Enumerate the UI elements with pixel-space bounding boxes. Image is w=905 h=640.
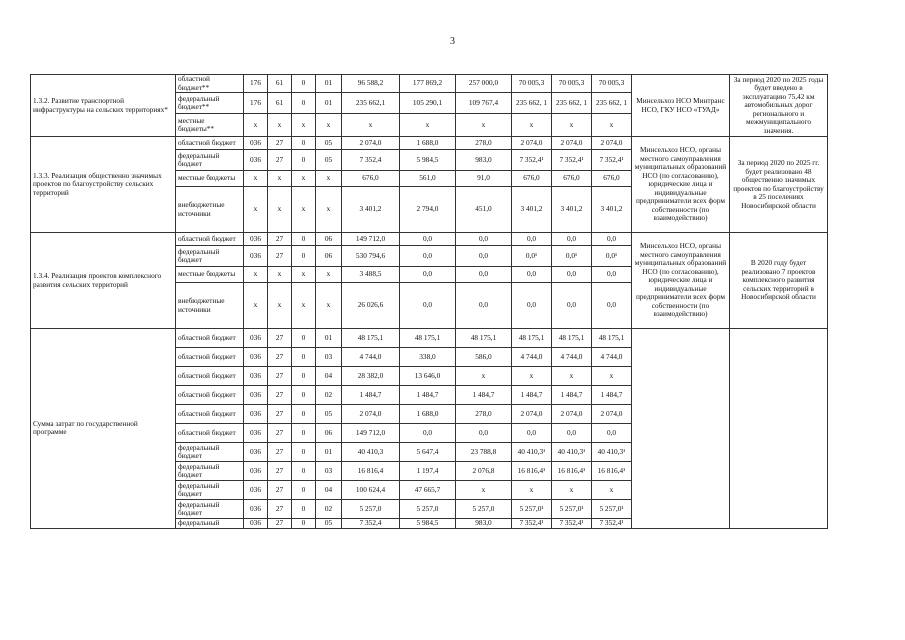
budget-code-cell: 01 <box>316 443 342 462</box>
amount-cell: 16 816,4¹ <box>592 462 632 481</box>
amount-cell: 1 197,4 <box>400 462 456 481</box>
budget-code-cell: x <box>292 283 316 329</box>
amount-cell: 5 257,0¹ <box>592 500 632 519</box>
amount-cell: 0,0 <box>552 267 592 283</box>
amount-cell: 1 484,7 <box>552 386 592 405</box>
budget-code-cell: x <box>292 171 316 187</box>
amount-cell: 40 410,3¹ <box>512 443 552 462</box>
amount-cell: x <box>456 367 512 386</box>
budget-code-cell: 0 <box>292 500 316 519</box>
amount-cell: 0,0 <box>456 283 512 329</box>
budget-code-cell: 0 <box>292 405 316 424</box>
budget-code-cell: 0 <box>292 246 316 267</box>
amount-cell: 0,0 <box>592 267 632 283</box>
amount-cell: 5 984,5 <box>400 519 456 529</box>
amount-cell: 586,0 <box>456 348 512 367</box>
funding-source: федеральный бюджет <box>176 150 244 171</box>
amount-cell: 278,0 <box>456 405 512 424</box>
funding-source: местные бюджеты** <box>176 114 244 137</box>
measure-title: Сумма затрат по государственной программе <box>31 329 176 529</box>
amount-cell: 13 646,0 <box>400 367 456 386</box>
amount-cell: 235 662, 1 <box>512 93 552 114</box>
amount-cell: 0,0 <box>512 424 552 443</box>
amount-cell: 7 352,4 <box>342 150 400 171</box>
amount-cell: 91,0 <box>456 171 512 187</box>
amount-cell: x <box>512 481 552 500</box>
budget-code-cell: 05 <box>316 150 342 171</box>
budget-code-cell: 27 <box>268 481 292 500</box>
amount-cell: 3 401,2 <box>552 187 592 233</box>
page-number: 3 <box>450 36 455 47</box>
amount-cell: 7 352,4¹ <box>512 519 552 529</box>
amount-cell: 47 665,7 <box>400 481 456 500</box>
funding-source: областной бюджет <box>176 329 244 348</box>
amount-cell: 235 662, 1 <box>552 93 592 114</box>
amount-cell: 3 401,2 <box>512 187 552 233</box>
amount-cell: 2 074,0 <box>342 405 400 424</box>
budget-code-cell: x <box>244 171 268 187</box>
amount-cell: 70 005,3 <box>552 75 592 93</box>
measure-title: 1.3.2. Развитие транспортной инфраструктуры на сельских территориях* <box>31 75 176 137</box>
budget-code-cell: 0 <box>292 519 316 529</box>
amount-cell: 16 816,4 <box>342 462 400 481</box>
amount-cell: 16 816,4¹ <box>512 462 552 481</box>
table-row <box>31 75 828 93</box>
amount-cell: 1 484,7 <box>512 386 552 405</box>
budget-code-cell: 036 <box>244 481 268 500</box>
amount-cell: 3 401,2 <box>592 187 632 233</box>
table-row <box>31 233 828 246</box>
amount-cell: 0,0 <box>400 246 456 267</box>
amount-cell: x <box>456 114 512 137</box>
budget-code-cell: 0 <box>292 443 316 462</box>
amount-cell: 149 712,0 <box>342 233 400 246</box>
amount-cell: 2 074,0 <box>552 137 592 150</box>
amount-cell: 235 662,1 <box>342 93 400 114</box>
amount-cell: 0,0 <box>512 267 552 283</box>
budget-code-cell: 04 <box>316 481 342 500</box>
amount-cell: 28 382,0 <box>342 367 400 386</box>
amount-cell: 0,0 <box>552 424 592 443</box>
budget-code-cell: 06 <box>316 424 342 443</box>
amount-cell: 0,0 <box>592 424 632 443</box>
budget-code-cell: 036 <box>244 519 268 529</box>
amount-cell: 5 257,0 <box>342 500 400 519</box>
table-row <box>31 137 828 150</box>
amount-cell: 7 352,4¹ <box>512 150 552 171</box>
expected-result-cell: В 2020 году будет реализовано 7 проектов комплексного развития сельских территорий в Новосибирской области <box>730 233 828 329</box>
amount-cell: 338,0 <box>400 348 456 367</box>
amount-cell: 2 076,8 <box>456 462 512 481</box>
amount-cell: 1 484,7 <box>456 386 512 405</box>
amount-cell: 5 984,5 <box>400 150 456 171</box>
budget-code-cell: x <box>268 114 292 137</box>
amount-cell: 26 026,6 <box>342 283 400 329</box>
amount-cell: 0,0¹ <box>512 246 552 267</box>
budget-code-cell: 27 <box>268 233 292 246</box>
amount-cell: 0,0 <box>592 233 632 246</box>
budget-code-cell: 27 <box>268 519 292 529</box>
amount-cell: 676,0 <box>342 171 400 187</box>
amount-cell: 48 175,1 <box>552 329 592 348</box>
budget-code-cell: 0 <box>292 462 316 481</box>
amount-cell: 100 624,4 <box>342 481 400 500</box>
amount-cell: 48 175,1 <box>512 329 552 348</box>
funding-source: областной бюджет <box>176 424 244 443</box>
budget-code-cell: 176 <box>244 93 268 114</box>
amount-cell: x <box>342 114 400 137</box>
budget-code-cell: 036 <box>244 348 268 367</box>
budget-code-cell: 176 <box>244 75 268 93</box>
amount-cell: 0,0 <box>400 424 456 443</box>
funding-source: федеральный бюджет <box>176 481 244 500</box>
amount-cell: 0,0 <box>512 233 552 246</box>
amount-cell: 7 352,4¹ <box>592 150 632 171</box>
program-table <box>30 74 828 529</box>
funding-source: федеральный бюджет <box>176 443 244 462</box>
measure-title: 1.3.4. Реализация проектов комплексного развития сельских территорий <box>31 233 176 329</box>
budget-code-cell: 036 <box>244 405 268 424</box>
measure-title: 1.3.3. Реализация общественно значимых проектов по благоустройству сельских территорий <box>31 137 176 233</box>
amount-cell: 0,0¹ <box>592 246 632 267</box>
amount-cell: 2 074,0 <box>512 405 552 424</box>
amount-cell: 3 488,5 <box>342 267 400 283</box>
funding-source: областной бюджет <box>176 348 244 367</box>
amount-cell: 257 000,0 <box>456 75 512 93</box>
budget-code-cell: x <box>292 187 316 233</box>
amount-cell: 1 688,0 <box>400 405 456 424</box>
amount-cell: x <box>552 481 592 500</box>
funding-source: внебюджетные источники <box>176 283 244 329</box>
budget-code-cell: 27 <box>268 246 292 267</box>
amount-cell: 40 410,3¹ <box>592 443 632 462</box>
funding-source: федеральный бюджет** <box>176 93 244 114</box>
funding-source: местные бюджеты <box>176 171 244 187</box>
budget-code-cell: x <box>268 283 292 329</box>
amount-cell: 7 352,4¹ <box>552 150 592 171</box>
amount-cell: 7 352,4¹ <box>592 519 632 529</box>
amount-cell: x <box>592 481 632 500</box>
budget-code-cell: 0 <box>292 367 316 386</box>
budget-code-cell: 61 <box>268 93 292 114</box>
amount-cell: 109 767,4 <box>456 93 512 114</box>
executor-cell: Минсельхоз НСО, органы местного самоуправления муниципальных образований НСО (по согласованию), юридические лица и индивидуальные предприниматели всех форм собственности (по взаимодействию) <box>632 233 730 329</box>
funding-source: областной бюджет <box>176 137 244 150</box>
amount-cell: 3 401,2 <box>342 187 400 233</box>
amount-cell: 2 074,0 <box>552 405 592 424</box>
budget-code-cell: 0 <box>292 481 316 500</box>
amount-cell: x <box>592 114 632 137</box>
funding-source: федеральный бюджет <box>176 462 244 481</box>
budget-code-cell: 27 <box>268 348 292 367</box>
amount-cell: 0,0 <box>592 283 632 329</box>
budget-code-cell: 0 <box>292 150 316 171</box>
amount-cell: 983,0 <box>456 519 512 529</box>
amount-cell: 0,0 <box>552 233 592 246</box>
amount-cell: 0,0¹ <box>552 246 592 267</box>
budget-code-cell: x <box>316 171 342 187</box>
budget-code-cell: 27 <box>268 367 292 386</box>
amount-cell: 48 175,1 <box>400 329 456 348</box>
amount-cell: 983,0 <box>456 150 512 171</box>
amount-cell: 4 744,0 <box>592 348 632 367</box>
amount-cell: 235 662, 1 <box>592 93 632 114</box>
budget-code-cell: 27 <box>268 462 292 481</box>
executor-cell: Минсельхоз НСО, органы местного самоуправления муниципальных образований НСО (по согласованию), юридические лица и индивидуальные предприниматели всех форм собственности (по взаимодействию) <box>632 137 730 233</box>
amount-cell: 2 794,0 <box>400 187 456 233</box>
budget-code-cell: 036 <box>244 150 268 171</box>
amount-cell: 0,0 <box>456 424 512 443</box>
amount-cell: 96 588,2 <box>342 75 400 93</box>
amount-cell: 2 074,0 <box>592 137 632 150</box>
budget-code-cell: 27 <box>268 500 292 519</box>
amount-cell: 0,0 <box>456 233 512 246</box>
amount-cell: 278,0 <box>456 137 512 150</box>
budget-code-cell: 04 <box>316 367 342 386</box>
amount-cell: 0,0 <box>400 267 456 283</box>
budget-code-cell: 01 <box>316 329 342 348</box>
budget-code-cell: 02 <box>316 386 342 405</box>
amount-cell: x <box>552 367 592 386</box>
budget-code-cell: 27 <box>268 137 292 150</box>
amount-cell: 4 744,0 <box>512 348 552 367</box>
executor-cell: Минсельхоз НСО Минтранс НСО, ГКУ НСО «ТУАД» <box>632 75 730 137</box>
amount-cell: 0,0 <box>400 233 456 246</box>
budget-code-cell: 02 <box>316 500 342 519</box>
amount-cell: 5 257,0 <box>456 500 512 519</box>
amount-cell: 0,0 <box>552 283 592 329</box>
budget-code-cell: 036 <box>244 500 268 519</box>
funding-source: областной бюджет <box>176 233 244 246</box>
amount-cell: 561,0 <box>400 171 456 187</box>
budget-code-cell: 036 <box>244 137 268 150</box>
amount-cell: 5 257,0¹ <box>512 500 552 519</box>
budget-code-cell: 61 <box>268 75 292 93</box>
amount-cell: 48 175,1 <box>342 329 400 348</box>
amount-cell: 70 005,3 <box>592 75 632 93</box>
amount-cell: 2 074,0 <box>342 137 400 150</box>
budget-code-cell: 05 <box>316 405 342 424</box>
amount-cell: 0,0 <box>400 283 456 329</box>
budget-code-cell: x <box>268 267 292 283</box>
expected-result-cell: За период 2020 по 2025 годы будет введено в эксплуатацию 75,42 км автомобильных дорог регионального и межмуниципального значения. <box>730 75 828 137</box>
amount-cell: x <box>512 114 552 137</box>
amount-cell: 4 744,0 <box>552 348 592 367</box>
budget-code-cell: 27 <box>268 329 292 348</box>
funding-source: федеральный <box>176 519 244 529</box>
funding-source: федеральный бюджет <box>176 500 244 519</box>
amount-cell: x <box>592 367 632 386</box>
funding-source: местные бюджеты <box>176 267 244 283</box>
amount-cell: 70 005,3 <box>512 75 552 93</box>
budget-code-cell: 03 <box>316 348 342 367</box>
budget-code-cell: 036 <box>244 424 268 443</box>
budget-code-cell: 036 <box>244 246 268 267</box>
amount-cell: 676,0 <box>512 171 552 187</box>
amount-cell: 4 744,0 <box>342 348 400 367</box>
amount-cell: 0,0 <box>456 267 512 283</box>
amount-cell: 48 175,1 <box>456 329 512 348</box>
budget-code-cell: x <box>316 187 342 233</box>
budget-code-cell: 0 <box>292 424 316 443</box>
amount-cell: 48 175,1 <box>592 329 632 348</box>
budget-code-cell: 06 <box>316 233 342 246</box>
budget-code-cell: x <box>316 267 342 283</box>
amount-cell: 0,0 <box>456 246 512 267</box>
amount-cell: x <box>552 114 592 137</box>
amount-cell: 676,0 <box>592 171 632 187</box>
budget-code-cell: 03 <box>316 462 342 481</box>
table-row <box>31 329 828 348</box>
budget-code-cell: 036 <box>244 386 268 405</box>
amount-cell: x <box>456 481 512 500</box>
budget-code-cell: 01 <box>316 75 342 93</box>
budget-code-cell: 036 <box>244 367 268 386</box>
budget-code-cell: 036 <box>244 443 268 462</box>
budget-code-cell: 0 <box>292 137 316 150</box>
amount-cell: 676,0 <box>552 171 592 187</box>
amount-cell: 40 410,3¹ <box>552 443 592 462</box>
budget-code-cell: 0 <box>292 329 316 348</box>
amount-cell: 149 712,0 <box>342 424 400 443</box>
expected-result-cell <box>730 329 828 529</box>
budget-code-cell: x <box>268 187 292 233</box>
amount-cell: 7 352,4¹ <box>552 519 592 529</box>
amount-cell: x <box>400 114 456 137</box>
budget-code-cell: x <box>244 267 268 283</box>
amount-cell: 5 647,4 <box>400 443 456 462</box>
budget-code-cell: 01 <box>316 93 342 114</box>
budget-code-cell: x <box>244 283 268 329</box>
budget-code-cell: 0 <box>292 233 316 246</box>
expected-result-cell: За период 2020 по 2025 гг. будет реализовано 48 общественно значимых проектов по благоустройству в 25 поселениях Новосибирской области <box>730 137 828 233</box>
budget-code-cell: 0 <box>292 386 316 405</box>
funding-source: областной бюджет <box>176 405 244 424</box>
amount-cell: 40 410,3 <box>342 443 400 462</box>
budget-code-cell: 27 <box>268 443 292 462</box>
funding-source: внебюджетные источники <box>176 187 244 233</box>
amount-cell: 530 794,6 <box>342 246 400 267</box>
budget-code-cell: x <box>292 114 316 137</box>
budget-code-cell: 27 <box>268 386 292 405</box>
funding-source: федеральный бюджет <box>176 246 244 267</box>
amount-cell: 451,0 <box>456 187 512 233</box>
budget-code-cell: 05 <box>316 137 342 150</box>
amount-cell: 1 688,0 <box>400 137 456 150</box>
budget-code-cell: 27 <box>268 405 292 424</box>
budget-code-cell: x <box>244 187 268 233</box>
amount-cell: 105 290,1 <box>400 93 456 114</box>
amount-cell: 23 788,8 <box>456 443 512 462</box>
amount-cell: x <box>512 367 552 386</box>
amount-cell: 2 074,0 <box>512 137 552 150</box>
funding-source: областной бюджет** <box>176 75 244 93</box>
budget-code-cell: 0 <box>292 75 316 93</box>
amount-cell: 2 074,0 <box>592 405 632 424</box>
budget-code-cell: 05 <box>316 519 342 529</box>
budget-code-cell: 27 <box>268 424 292 443</box>
amount-cell: 7 352,4 <box>342 519 400 529</box>
amount-cell: 16 816,4¹ <box>552 462 592 481</box>
amount-cell: 5 257,0 <box>400 500 456 519</box>
budget-code-cell: 036 <box>244 462 268 481</box>
budget-code-cell: x <box>316 114 342 137</box>
budget-code-cell: x <box>244 114 268 137</box>
budget-code-cell: x <box>292 267 316 283</box>
amount-cell: 177 869,2 <box>400 75 456 93</box>
executor-cell <box>632 329 730 529</box>
amount-cell: 1 484,7 <box>342 386 400 405</box>
amount-cell: 1 484,7 <box>592 386 632 405</box>
budget-code-cell: x <box>316 283 342 329</box>
funding-source: областной бюджет <box>176 386 244 405</box>
amount-cell: 1 484,7 <box>400 386 456 405</box>
budget-code-cell: 0 <box>292 93 316 114</box>
budget-code-cell: 036 <box>244 329 268 348</box>
budget-code-cell: 27 <box>268 150 292 171</box>
budget-code-cell: 036 <box>244 233 268 246</box>
funding-source: областной бюджет <box>176 367 244 386</box>
amount-cell: 0,0 <box>512 283 552 329</box>
budget-code-cell: 06 <box>316 246 342 267</box>
amount-cell: 5 257,0¹ <box>552 500 592 519</box>
budget-code-cell: x <box>268 171 292 187</box>
budget-code-cell: 0 <box>292 348 316 367</box>
